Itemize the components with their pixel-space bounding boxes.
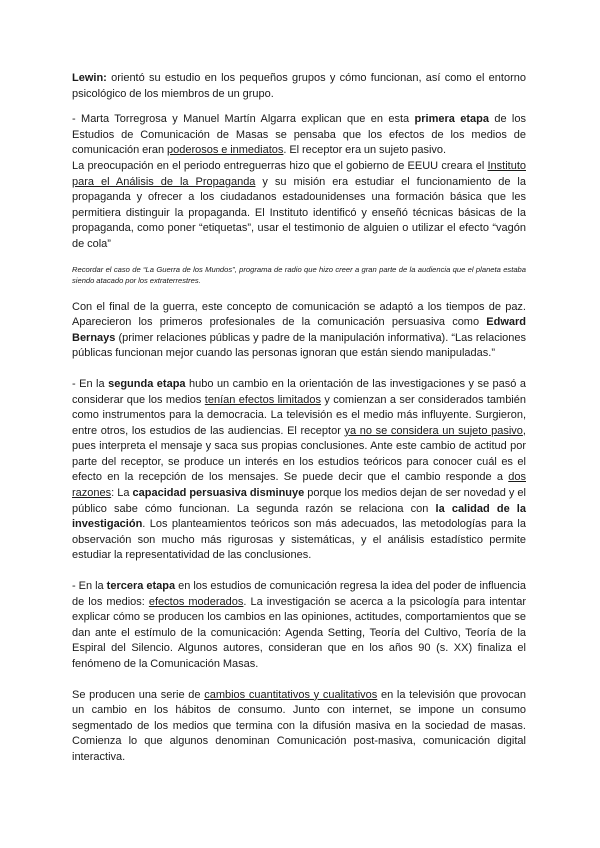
document-body [72, 71, 526, 766]
underlined-instituto: Instituto para el Análisis de la Propaganda [72, 159, 526, 188]
term-lewin: Lewin: [72, 72, 107, 84]
paragraph-instituto: La preocupación en el periodo entreguerras hizo que el gobierno de EEUU creara el Instituto para el Análisis de la Propaganda y su misión era estudiar el funcionamiento de la propaganda y ofrecer a los ciudadanos estadounidenses una formación básica que les permitiera distinguir la propaganda. El Instituto identificó y enseñó técnicas básicas de la propaganda, como poner “etiquetas”, usar el testimonio de alguien o utilizar el efecto “vagón de cola” [72, 159, 526, 250]
term-calidad-investigacion: la calidad de la investigación [72, 502, 526, 531]
term-capacidad-persuasiva: capacidad persuasiva disminuye [132, 487, 305, 500]
paragraph-primera-etapa: - Marta Torregrosa y Manuel Martín Algarra explican que en esta primera etapa de los Estudios de Comunicación de Masas se pensaba que los efectos de los medios de comunicación eran poderosos e inmediatos. El receptor era un sujeto pasivo. [72, 113, 526, 157]
term-segunda-etapa: segunda etapa [108, 377, 186, 390]
term-primera-etapa: primera etapa [414, 113, 489, 126]
underlined-poderosos: poderosos e inmediatos [167, 144, 284, 157]
underlined-cambios: cambios cuantitativos y cualitativos [204, 688, 378, 701]
note-guerra-mundos: Recordar el caso de “La Guerra de los Mundos”, programa de radio que hizo creer a gran parte de la audiencia que el planeta estaba siendo atacado por los extraterrestres. [72, 264, 526, 285]
underlined-efectos-moderados: efectos moderados [148, 595, 244, 608]
underlined-efectos-limitados: tenían efectos limitados [204, 393, 322, 406]
underlined-sujeto-pasivo: ya no se considera un sujeto pasivo [344, 424, 523, 437]
term-tercera-etapa: tercera etapa [106, 580, 176, 593]
term-edward-bernays: Edward Bernays [72, 316, 526, 344]
underlined-dos-razones: dos razones [72, 471, 526, 500]
paragraph-bernays: Con el final de la guerra, este concepto de comunicación se adaptó a los tiempos de paz. Aparecieron los primeros profesionales de la comunicación persuasiva como Edward Bernays (primer relaciones públicas y padre de la manipulación informativa). “Las relaciones públicas funcionan mejor cuando las personas ignoran que están siendo manipuladas.” [72, 300, 526, 360]
paragraph-segunda-etapa: - En la segunda etapa hubo un cambio en la orientación de las investigaciones y se pasó a considerar que los medios tenían efectos limitados y comienzan a ser considerados también como instrumentos para la democracia. La televisión es el medio más influyente. Surgieron, entre otros, los estudios de las audiencias. El receptor ya no se considera un sujeto pasivo, pues interpreta el mensaje y saca sus propias conclusiones. Ante este cambio de actitud por parte del receptor, se produce un interés en los estudios teóricos para conocer cuál es el efecto en la recepción de los mensajes. Se puede decir que el cambio responde a dos razones: La capacidad persuasiva disminuye porque los medios dejan de ser novedad y el público sabe cómo funcionan. La segunda razón se relaciona con la calidad de la investigación. Los planteamientos teóricos son más adecuados, las metodologías para la observación son mucho más rigurosas y sistemáticas, y el análisis estadístico permite estudiar la representatividad de las conclusiones. [72, 377, 526, 562]
paragraph-cambios: Se producen una serie de cambios cuantitativos y cualitativos en la televisión que provocan un cambio en los hábitos de consumo. Junto con internet, se impone un consumo segmentado de los medios que termina con la difusión masiva en la sociedad de masas. Comienza lo que algunos denominan Comunicación post-masiva, comunicación digital interactiva. [72, 688, 526, 763]
paragraph-tercera-etapa: - En la tercera etapa en los estudios de comunicación regresa la idea del poder de influencia de los medios: efectos moderados. La investigación se acerca a la psicología para intentar explicar cómo se producen los cambios en las opiniones, actitudes, comportamientos que se dan ante el estímulo de la comunicación: Agenda Setting, Teoría del Cultivo, Teoría de la Espiral del Silencio. Algunos autores, consideran que en los años 90 (s. XX) finaliza el fenómeno de la Comunicación Masas. [72, 580, 526, 670]
paragraph-lewin: Lewin: orientó su estudio en los pequeños grupos y cómo funcionan, así como el entorno psicológico de los miembros de un grupo. [72, 72, 526, 100]
